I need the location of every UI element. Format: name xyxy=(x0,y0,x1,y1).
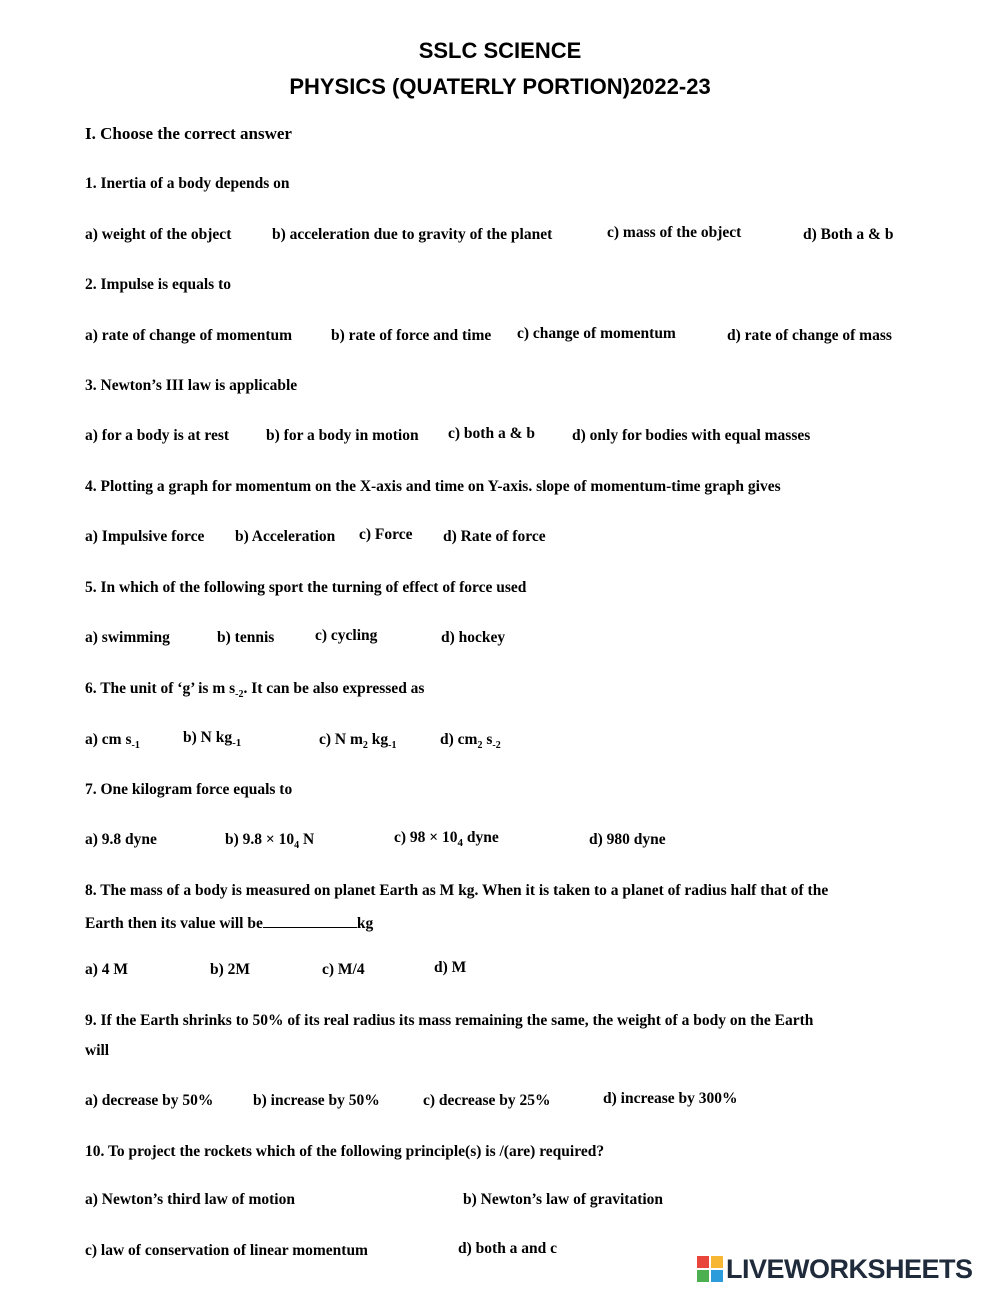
q7-option-d-text: d) 980 dyne xyxy=(589,831,666,848)
q9-option-c[interactable]: c) decrease by 25% xyxy=(423,1092,551,1109)
q6-option-c-text: c) N m xyxy=(319,731,363,748)
question-9-line1: 9. If the Earth shrinks to 50% of its real radius its mass remaining the same, the weight of a body on the Earth xyxy=(85,1012,814,1029)
question-7: 7. One kilogram force equals to xyxy=(85,781,293,798)
q9-option-a[interactable]: a) decrease by 50% xyxy=(85,1092,214,1109)
question-8-unit: kg xyxy=(356,915,374,932)
q10-option-c[interactable]: c) law of conservation of linear momentum xyxy=(85,1242,368,1259)
q9-option-b[interactable]: b) increase by 50% xyxy=(253,1092,380,1109)
q2-option-a[interactable]: a) rate of change of momentum xyxy=(85,327,293,344)
q5-option-c[interactable]: c) cycling xyxy=(315,627,378,644)
q4-option-b[interactable]: b) Acceleration xyxy=(235,528,336,545)
logo-tile-v xyxy=(697,1270,709,1282)
q6-option-b[interactable] xyxy=(183,729,241,749)
q7-option-c-sub: 4 xyxy=(457,837,463,850)
question-8-line2 xyxy=(85,912,373,933)
q8-option-c[interactable]: c) M/4 xyxy=(322,961,365,978)
q2-option-b[interactable]: b) rate of force and time xyxy=(331,327,492,344)
q10-option-b[interactable]: b) Newton’s law of gravitation xyxy=(463,1191,664,1208)
section-heading: I. Choose the correct answer xyxy=(85,124,292,143)
q1-option-b[interactable]: b) acceleration due to gravity of the planet xyxy=(272,226,553,243)
q5-option-b[interactable]: b) tennis xyxy=(217,629,275,646)
q8-option-a[interactable]: a) 4 M xyxy=(85,961,129,978)
question-6-exponent: -2 xyxy=(235,689,244,701)
logo-tile-e xyxy=(711,1270,723,1282)
question-6 xyxy=(85,680,424,700)
question-8-line2-text: Earth then its value will be xyxy=(85,915,263,932)
q6-option-d-sub2: -2 xyxy=(492,740,501,752)
q1-option-d[interactable]: d) Both a & b xyxy=(803,226,894,243)
page-title: SSLC SCIENCE xyxy=(418,38,582,63)
question-8-line1: 8. The mass of a body is measured on planet Earth as M kg. When it is taken to a planet of radius half that of the xyxy=(85,882,829,899)
q7-option-c-text: c) 98 × 10 xyxy=(394,829,458,846)
q8-option-b[interactable]: b) 2M xyxy=(210,961,251,978)
q6-option-b-sub: -1 xyxy=(232,737,242,750)
q7-option-b-mid: N xyxy=(299,831,315,848)
q7-option-b[interactable] xyxy=(225,831,314,851)
q3-option-a[interactable]: a) for a body is at rest xyxy=(85,427,230,444)
q7-option-a[interactable] xyxy=(85,831,157,849)
q1-option-c[interactable]: c) mass of the object xyxy=(607,224,742,241)
q7-option-b-sub: 4 xyxy=(294,840,300,852)
logo-tile-l xyxy=(697,1256,709,1268)
q6-option-b-text: b) N kg xyxy=(183,729,233,746)
q2-option-d[interactable]: d) rate of change of mass xyxy=(727,327,892,344)
q6-option-d[interactable] xyxy=(440,731,501,751)
q1-option-a[interactable]: a) weight of the object xyxy=(85,226,232,243)
q6-option-a[interactable] xyxy=(85,731,140,751)
q7-option-b-text: b) 9.8 × 10 xyxy=(225,831,295,848)
question-5: 5. In which of the following sport the turning of effect of force used xyxy=(85,579,527,596)
q6-option-d-sub: 2 xyxy=(477,740,483,752)
question-4: 4. Plotting a graph for momentum on the X-axis and time on Y-axis. slope of momentum-time graph gives xyxy=(85,478,781,495)
question-3: 3. Newton’s III law is applicable xyxy=(85,377,298,394)
question-10: 10. To project the rockets which of the following principle(s) is /(are) required? xyxy=(85,1143,605,1160)
q7-option-d[interactable] xyxy=(589,831,666,849)
question-6-text-b: . It can be also expressed as xyxy=(243,680,425,697)
question-9-line2: will xyxy=(85,1042,110,1059)
answer-blank[interactable] xyxy=(263,912,357,928)
q7-option-a-text: a) 9.8 dyne xyxy=(85,831,157,848)
q4-option-d[interactable]: d) Rate of force xyxy=(443,528,546,545)
logo-tile-i xyxy=(711,1256,723,1268)
q6-option-a-sub: -1 xyxy=(131,740,140,752)
question-1: 1. Inertia of a body depends on xyxy=(85,175,290,192)
q2-option-c[interactable]: c) change of momentum xyxy=(517,325,676,342)
page-subtitle: PHYSICS (QUATERLY PORTION)2022-23 xyxy=(289,74,711,99)
q10-option-d[interactable]: d) both a and c xyxy=(458,1240,558,1257)
q6-option-c-sub2: -1 xyxy=(388,740,397,752)
q6-option-c-mid: kg xyxy=(367,731,389,748)
question-2: 2. Impulse is equals to xyxy=(85,276,231,293)
q5-option-d[interactable]: d) hockey xyxy=(441,629,506,646)
q3-option-c[interactable]: c) both a & b xyxy=(448,425,535,442)
q4-option-c[interactable]: c) Force xyxy=(359,526,413,543)
q8-option-d[interactable]: d) M xyxy=(434,959,467,976)
logo-tiles-icon xyxy=(697,1256,723,1282)
q7-option-c-mid: dyne xyxy=(463,829,499,846)
q10-option-a[interactable]: a) Newton’s third law of motion xyxy=(85,1191,295,1208)
question-6-text-a: 6. The unit of ‘g’ is m s xyxy=(85,680,236,697)
q9-option-d[interactable]: d) increase by 300% xyxy=(603,1090,738,1107)
q6-option-d-mid: s xyxy=(482,731,493,748)
q5-option-a[interactable]: a) swimming xyxy=(85,629,170,646)
q6-option-a-text: a) cm s xyxy=(85,731,132,748)
q7-option-c[interactable] xyxy=(394,829,499,849)
liveworksheets-logo xyxy=(697,1254,973,1284)
q6-option-d-text: d) cm xyxy=(440,731,478,748)
q3-option-d[interactable]: d) only for bodies with equal masses xyxy=(572,427,811,444)
q6-option-c[interactable] xyxy=(319,731,397,751)
q6-option-c-sub: 2 xyxy=(362,740,368,752)
q3-option-b[interactable]: b) for a body in motion xyxy=(266,427,419,444)
logo-text: LIVEWORKSHEETS xyxy=(726,1253,973,1284)
q4-option-a[interactable]: a) Impulsive force xyxy=(85,528,205,545)
